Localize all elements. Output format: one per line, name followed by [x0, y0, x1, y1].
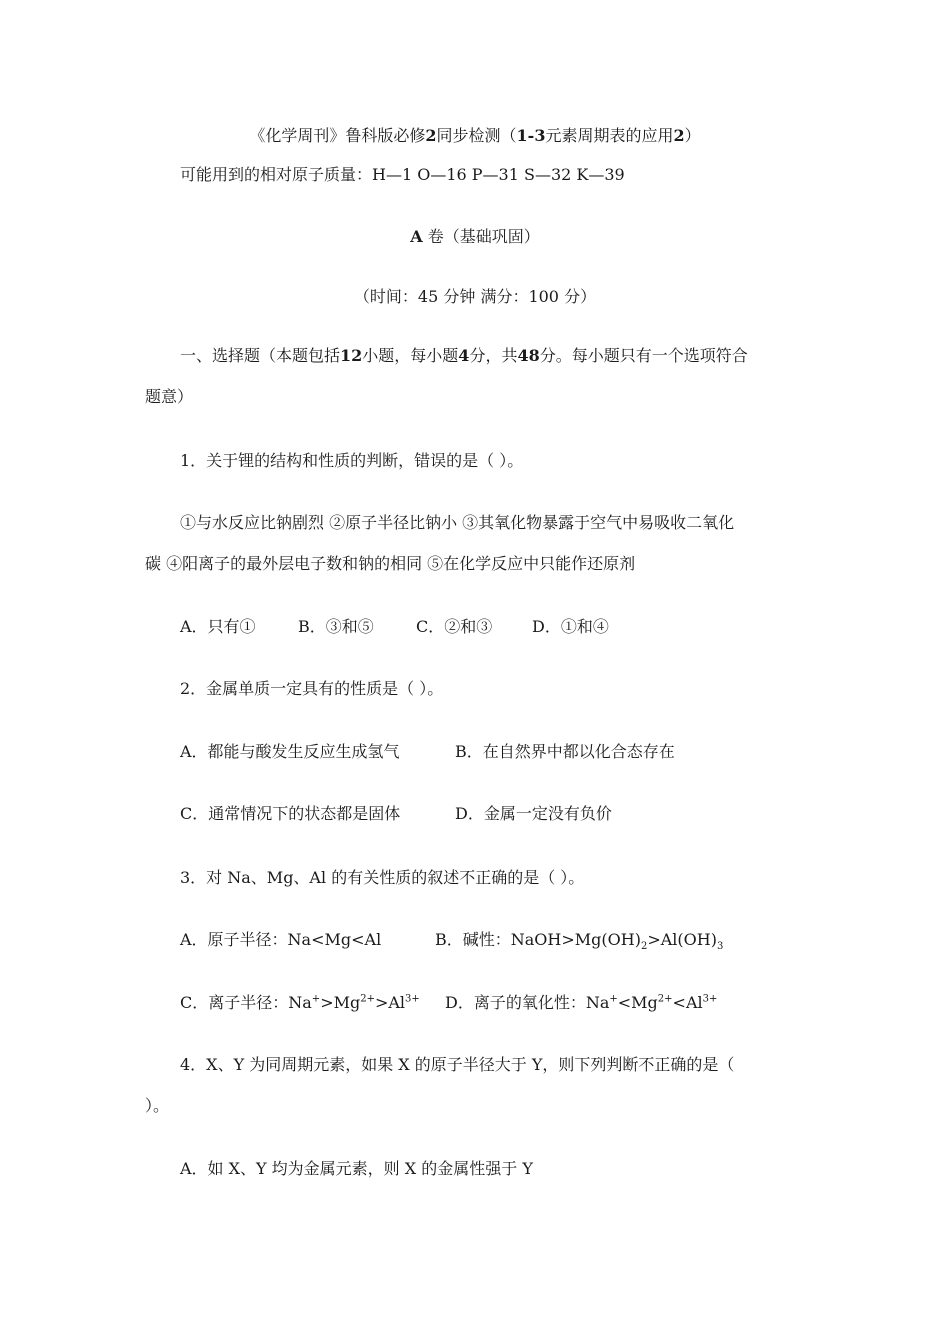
question-1-statements: ①与水反应比钠剧烈 ②原子半径比钠小 ③其氧化物暴露于空气中易吸收二氧化: [180, 513, 735, 532]
question-2-stem: 2．金属单质一定具有的性质是（ ）。: [180, 679, 444, 698]
option-c: C．通常情况下的状态都是固体: [180, 804, 401, 823]
question-1-options: [180, 617, 609, 637]
question-4-option-a: A．如 X、Y 均为金属元素，则 X 的金属性强于 Y: [180, 1159, 533, 1178]
atomic-mass-line: 可能用到的相对原子质量：H—1 O—16 P—31 S—32 K—39: [180, 165, 625, 184]
option-a: A．都能与酸发生反应生成氢气: [180, 742, 400, 761]
option-a: A．只有①: [180, 617, 256, 636]
time-score-line: （时间：45 分钟 满分：100 分）: [353, 287, 597, 306]
paper-a-heading: A 卷（基础巩固）: [410, 227, 540, 246]
question-2-options-cd: [180, 804, 612, 824]
question-1-statements-cont: 碳 ④阳离子的最外层电子数和钠的相同 ⑤在化学反应中只能作还原剂: [145, 554, 636, 573]
option-d: D．离子的氧化性：$Na^+<Mg^{2+}<Al^{3+}$: [445, 993, 718, 1012]
option-b: B．在自然界中都以化合态存在: [455, 742, 675, 761]
option-d: D．金属一定没有负价: [455, 804, 612, 823]
question-4-stem-cont: ）。: [145, 1096, 170, 1115]
question-2-options-ab: [180, 742, 675, 762]
option-c: C．②和③: [416, 617, 493, 636]
option-c: C．离子半径：$Na^+>Mg^{2+}>Al^{3+}$: [180, 993, 420, 1012]
section-heading-cont: 题意）: [145, 387, 194, 406]
option-b: B．③和⑤: [298, 617, 374, 636]
question-1-stem: 1．关于锂的结构和性质的判断，错误的是（ ）。: [180, 451, 524, 470]
question-4-stem: 4．X、Y 为同周期元素，如果 X 的原子半径大于 Y，则下列判断不正确的是（: [180, 1055, 735, 1074]
question-3-options-cd: [180, 993, 717, 1013]
question-3-options-ab: [180, 930, 724, 953]
option-d: D．①和④: [532, 617, 609, 636]
option-b: B．碱性：$NaOH>Mg(OH)_2>Al(OH)_3$: [435, 930, 724, 953]
option-a: A．原子半径：Na<Mg<Al: [180, 930, 382, 949]
section-heading: 一、选择题（本题包括12小题，每小题4分，共48分。每小题只有一个选项符合: [180, 346, 748, 365]
document-title: 《化学周刊》鲁科版必修2同步检测（1-3元素周期表的应用2）: [249, 126, 701, 145]
question-3-stem: 3．对 Na、Mg、Al 的有关性质的叙述不正确的是（ ）。: [180, 868, 585, 887]
